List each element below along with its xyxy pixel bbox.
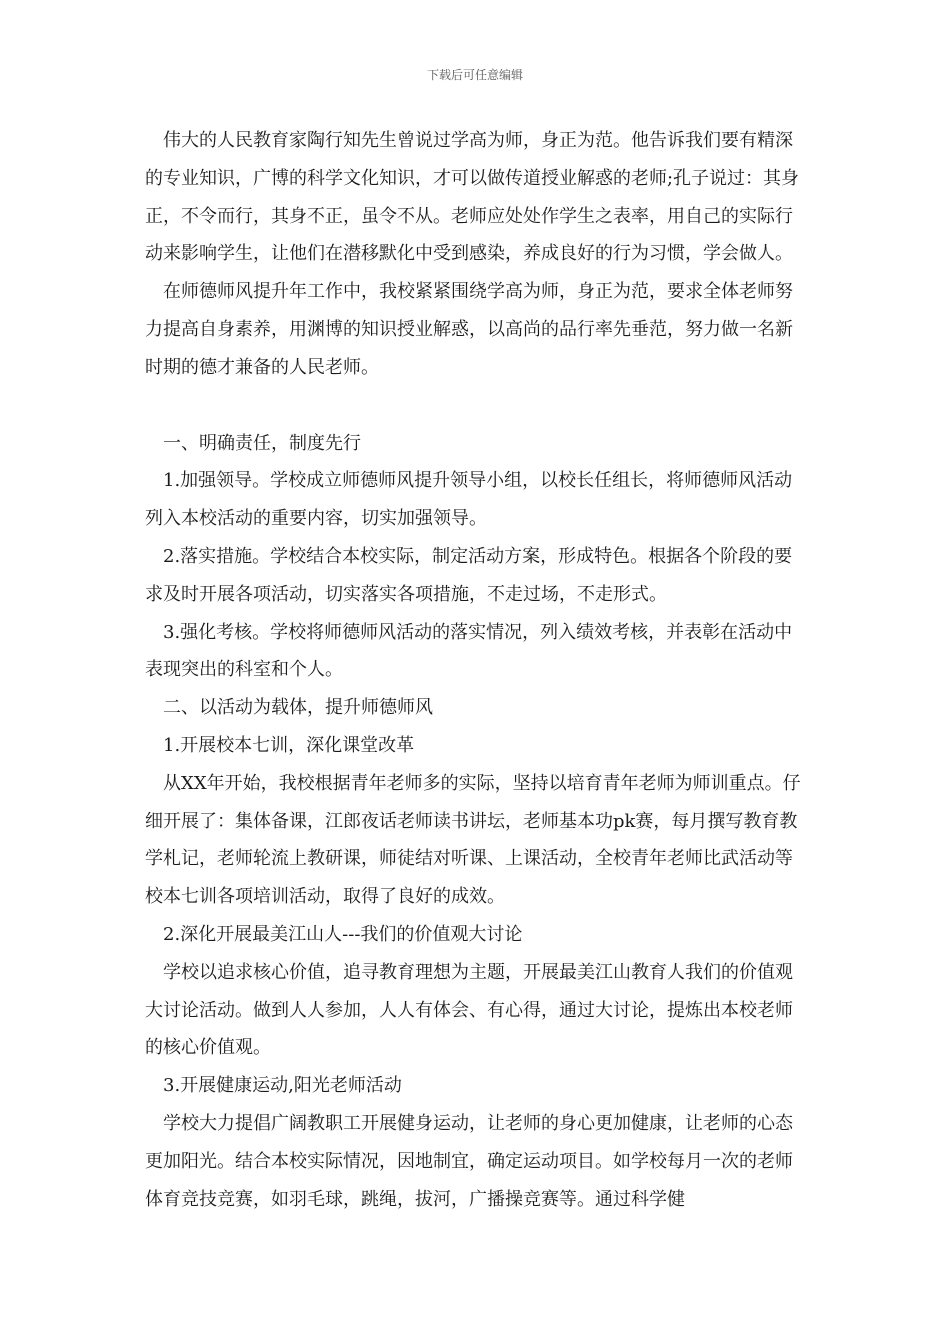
subheading-2-3: 3.开展健康运动,阳光老师活动: [163, 1075, 402, 1097]
paragraph-item-1-1: 1.加强领导。学校成立师德师风提升领导小组，以校长任组长，将师德师风活动列入本校活动的重要内容，切实加强领导。: [145, 470, 793, 530]
section-heading-1: 一、明确责任，制度先行: [163, 432, 361, 454]
paragraph-2-1: 从XX年开始，我校根据青年老师多的实际，坚持以培育青年老师为师训重点。仔细开展了：集体备课，江郎夜话老师读书讲坛，老师基本功pk赛，每月撰写教育教学札记，老师轮流上教研课，师徒结对听课、上课活动，全校青年老师比武活动等校本七训各项培训活动，取得了良好的成效。: [145, 772, 801, 908]
section-heading-2: 二、以活动为载体，提升师德师风: [163, 697, 433, 719]
section-gap: [145, 387, 807, 425]
paragraph-2-3: 学校大力提倡广阔教职工开展健身运动，让老师的身心更加健康，让老师的心态更加阳光。结合本校实际情况，因地制宜，确定运动项目。如学校每月一次的老师体育竞技竞赛，如羽毛球，跳绳，拔河，广播操竞赛等。通过科学健: [145, 1112, 793, 1210]
page-header: 下载后可任意编辑: [426, 68, 523, 82]
paragraph-overview: 在师德师风提升年工作中，我校紧紧围绕学高为师，身正为范，要求全体老师努力提高自身素养，用渊博的知识授业解惑，以高尚的品行率先垂范，努力做一名新时期的德才兼备的人民老师。: [145, 281, 793, 378]
subheading-2-1: 1.开展校本七训，深化课堂改革: [163, 734, 415, 756]
paragraph-2-2: 学校以追求核心价值，追寻教育理想为主题，开展最美江山教育人我们的价值观大讨论活动。做到人人参加，人人有体会、有心得，通过大讨论，提炼出本校老师的核心价值观。: [145, 961, 793, 1059]
paragraph-item-1-2: 2.落实措施。学校结合本校实际，制定活动方案，形成特色。根据各个阶段的要求及时开展各项活动，切实落实各项措施，不走过场，不走形式。: [145, 545, 793, 605]
document-body: [145, 122, 807, 1218]
paragraph-intro: 伟大的人民教育家陶行知先生曾说过学高为师，身正为范。他告诉我们要有精深的专业知识，广博的科学文化知识，才可以做传道授业解惑的老师;孔子说过：其身正，不令而行，其身不正，虽令不从。老师应处处作学生之表率，用自己的实际行动来影响学生，让他们在潜移默化中受到感染，养成良好的行为习惯，学会做人。: [145, 130, 800, 265]
subheading-2-2: 2.深化开展最美江山人---我们的价值观大讨论: [163, 923, 523, 945]
paragraph-item-1-3: 3.强化考核。学校将师德师风活动的落实情况，列入绩效考核，并表彰在活动中表现突出的科室和个人。: [145, 621, 793, 681]
